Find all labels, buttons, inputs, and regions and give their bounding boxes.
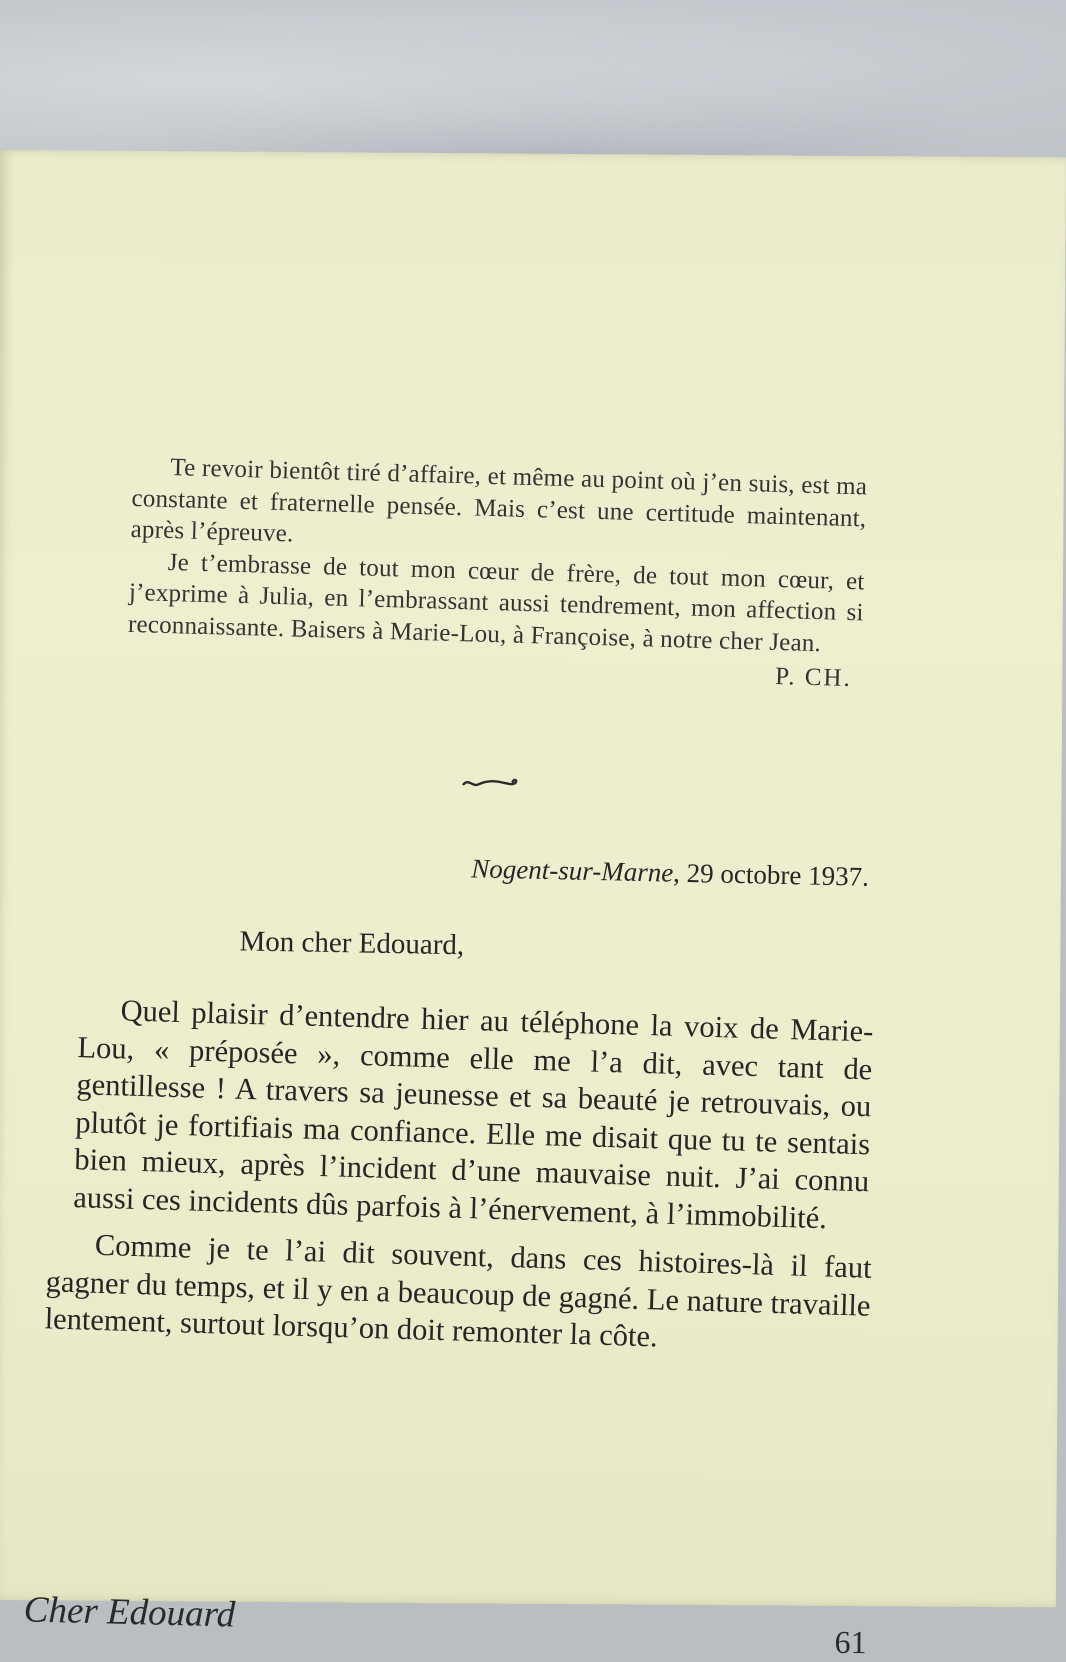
body-paragraph-2: Comme je te l’ai dit souvent, dans ces histoires-là il faut gagner du temps, et il y en a beaucoup de gagné. Le nature travaille lentement, surtout lorsqu’on doit remonter la côte. (44, 1227, 873, 1354)
dateline (50, 845, 875, 893)
signature: P. CH. (774, 662, 853, 693)
body-paragraph-1: Quel plaisir d’entendre hier au téléphone la voix de Marie-Lou, « préposée », comme elle me l’a dit, avec tant de gentillesse ! A travers sa jeunesse et sa beauté je retrouvais, ou plutôt je fortifiais ma confiance. Elle me disait que tu te sentais bien mieux, après l’incident d’une mauvaise nuit. J’ai connu aussi ces incidents dûs parfois à l’énervement, à l’immobilité. (72, 993, 874, 1235)
salutation: Mon cher Edouard, (239, 925, 465, 962)
letter-body (44, 990, 874, 1354)
closing-paragraph-2: Je t’embrasse de tout mon cœur de frère, de tout mon cœur, et j’exprime à Julia, en l’embrassant aussi tendrement, mon affection si reconnaissante. Baisers à Marie-Lou, à Françoise, à notre cher Jean. (127, 548, 865, 657)
running-head: Cher Edouard (23, 1589, 236, 1636)
previous-letter-ending (127, 451, 868, 695)
dateline-place: Nogent-sur-Marne (471, 853, 674, 888)
page-number: 61 (834, 1623, 867, 1661)
new-letter (44, 850, 875, 1354)
book-page (0, 150, 1066, 1661)
dateline-date: , 29 octobre 1937. (672, 857, 870, 892)
closing-paragraph-1: Te revoir bientôt tiré d’affaire, et même au point où j’en suis, est ma constante et fraternelle pensée. Mais c’est une certitude maintenant, après l’épreuve. (130, 453, 868, 548)
swash-ornament-icon (461, 775, 521, 791)
